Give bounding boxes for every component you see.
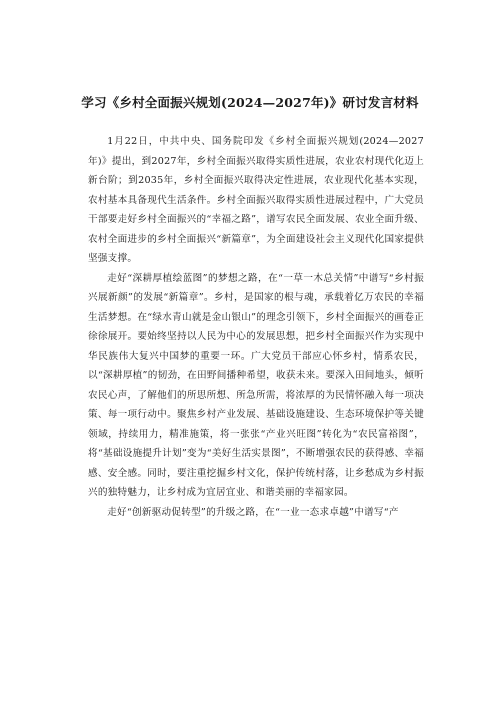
document-title: 学习《乡村全面振兴规划(2024—2027年)》研讨发言材料 bbox=[81, 95, 419, 110]
paragraph-1: 1月22日，中共中央、国务院印发《乡村全面振兴规划(2024—2027年)》提出，到2027年，乡村全面振兴取得实质性进展，农业农村现代化迈上新台阶；到2035年，乡村全面振兴取得决定性进展，农业现代化基本实现，农村基本具备现代生活条件。乡村全面振兴取得实质性进展过程中，广大党员干部要走好乡村全面振兴的“幸福之路”，谱写农民全面发展、农业全面升级、农村全面进步的乡村全面振兴“新篇章”，为全面建设社会主义现代化国家提供坚强支撑。 bbox=[88, 136, 424, 264]
paragraph-2: 走好“深耕厚植绘蓝图”的梦想之路，在“一草一木总关情”中谱写“乡村振兴展新颜”的发展“新篇章”。乡村，是国家的根与魂，承载着亿万农民的幸福生活梦想。在“绿水青山就是金山银山”的理念引领下，乡村全面振兴的画卷正徐徐展开。要始终坚持以人民为中心的发展思想，把乡村全面振兴作为实现中华民族伟大复兴中国梦的重要一环。广大党员干部应心怀乡村，情系农民，以“深耕厚植”的韧劲，在田野间播种希望，收获未来。要深入田间地头，倾听农民心声，了解他们的所思所想、所急所需，将浓厚的为民情怀融入每一项决策、每一项行动中。聚焦乡村产业发展、基础设施建设、生态环境保护等关键领域，持续用力，精准施策，将一张张“产业兴旺图”转化为“农民富裕图”，将“基础设施提升计划”变为“美好生活实景图”，不断增强农民的获得感、幸福感、安全感。同时，要注重挖掘乡村文化，保护传统村落，让乡愁成为乡村振兴的独特魅力，让乡村成为宜居宜业、和谐美丽的幸福家园。 bbox=[88, 272, 424, 498]
document-body bbox=[88, 132, 424, 522]
paragraph-3: 走好“创新驱动促转型”的升级之路，在“一业一态求卓越”中谱写“产 bbox=[107, 506, 399, 518]
